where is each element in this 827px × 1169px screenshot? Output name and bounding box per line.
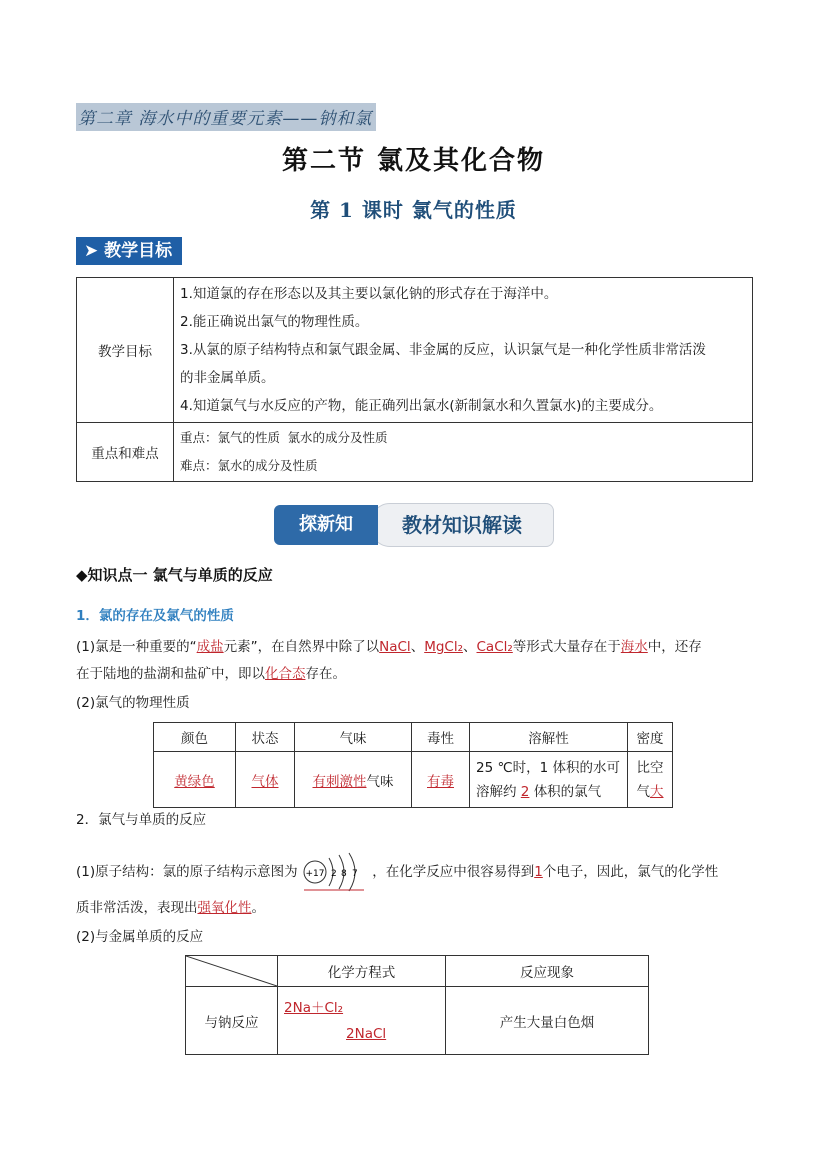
text: 、 [410,639,425,655]
cell-solubility [470,752,628,808]
goal-item: 4.知道氯气与水反应的产物，能正确列出氯水(新制氯水和久置氯水)的主要成分。 [180,398,663,414]
goal-table [76,277,753,482]
text: 体积的氯气 [533,783,602,800]
answer-blank: 成盐 [196,639,224,655]
knowledge-point-heading: ◆知识点一 氯气与单质的反应 [76,566,273,584]
key-point-item: 重点：氯气的性质 氯水的成分及性质 [180,430,388,445]
answer-blank: 2 [520,783,530,800]
col-header: 颜色 [154,723,236,752]
text: 溶解约 [476,783,517,800]
text: 气味 [366,773,394,790]
key-label: 重点和难点 [77,423,174,482]
text: 个电子，因此，氯气的化学性 [542,864,719,880]
paragraph-3-line2 [76,898,766,918]
col-header: 反应现象 [446,956,649,987]
text: 气 [636,783,650,800]
nucleus-charge: +17 [305,869,325,879]
answer-blank: 1 [534,864,543,880]
col-header: 化学方程式 [278,956,446,987]
diagonal-line [186,956,277,986]
section-title: 第二节 氯及其化合物 [281,146,546,176]
chapter-heading: 第二章 海水中的重要元素——钠和氯 [76,103,376,131]
text: 在于陆地的盐湖和盐矿中，即以 [76,666,265,682]
col-header: 气味 [295,723,412,752]
chlorine-atom-diagram [302,852,368,892]
equation-right: 2NaCl [346,1025,387,1042]
text: 质非常活泼，表现出 [76,900,198,916]
text: (1)原子结构：氯的原子结构示意图为 [76,864,298,880]
property-table [153,722,673,808]
col-header: 毒性 [412,723,470,752]
col-header: 溶解性 [470,723,628,752]
col-header: 状态 [236,723,295,752]
answer-blank: 强氧化性 [197,900,252,916]
shell-count: 8 [340,869,347,879]
text: 存在。 [305,666,346,682]
key-points [174,423,753,482]
teaching-goal-banner: ➤ 教学目标 [76,237,182,265]
answer-blank: 有刺激性 [312,773,367,790]
subsection-heading-1: 1．氯的存在及氯气的性质 [76,608,234,624]
lesson-title: 第 1 课时 氯气的性质 [310,198,517,222]
goal-item: 1.知道氯的存在形态以及其主要以氯化钠的形式存在于海洋中。 [180,286,558,302]
equation-left: 2Na＋Cl₂ [284,999,344,1016]
metal-reaction-table [185,955,649,1055]
cell-toxicity [412,752,470,808]
answer-blank: CaCl₂ [476,639,513,655]
text: 比空 [636,759,664,776]
goal-list [174,278,753,423]
cell-density [628,752,673,808]
explore-banner [274,503,554,547]
text: 等形式大量存在于 [512,639,621,655]
paragraph-1 [76,637,766,657]
cell-odor [295,752,412,808]
text-line [629,780,671,804]
text: 25 ℃时，1 体积的水可 [476,759,621,776]
goal-item: 的非金属单质。 [180,370,275,386]
answer-blank: 大 [650,783,664,800]
text: 中，还存 [647,639,702,655]
answer-blank: MgCl₂ [424,639,463,655]
paragraph-2: (2)氯气的物理性质 [76,695,190,711]
goal-item: 3.从氯的原子结构特点和氯气跟金属、非金属的反应，认识氯气是一种化学性质非常活泼 [180,342,706,358]
shell-count: 7 [351,869,358,879]
cell-color [154,752,236,808]
text: (1)氯是一种重要的“ [76,639,197,655]
cell-phenomenon: 产生大量白色烟 [446,987,649,1055]
col-header: 密度 [628,723,673,752]
text: 元素”，在自然界中除了以 [223,639,380,655]
text: 。 [251,900,265,916]
row-label: 与钠反应 [186,987,278,1055]
text: 、 [463,639,477,655]
cell-equation [278,987,446,1055]
explore-banner-left: 探新知 [274,505,378,545]
goal-label: 教学目标 [77,278,174,423]
text: ，在化学反应中很容易得到 [372,864,535,880]
answer-blank: 化合态 [265,666,306,682]
cell-state [236,752,295,808]
paragraph-3 [76,852,766,892]
paragraph-4: (2)与金属单质的反应 [76,929,204,945]
explore-banner-right: 教材知识解读 [370,503,554,547]
answer-blank: 有毒 [427,773,454,790]
paragraph-1-line2 [76,664,766,684]
answer-blank: 黄绿色 [174,773,215,790]
answer-blank: 海水 [620,639,648,655]
shell-count: 2 [330,869,337,879]
key-point-item: 难点：氯水的成分及性质 [180,458,318,473]
answer-blank: 气体 [251,773,279,790]
answer-blank: NaCl [379,639,411,655]
goal-item: 2.能正确说出氯气的物理性质。 [180,314,369,330]
subsection-heading-2: 2．氯气与单质的反应 [76,812,207,828]
diagonal-header-cell [186,956,278,987]
text-line [476,780,626,804]
